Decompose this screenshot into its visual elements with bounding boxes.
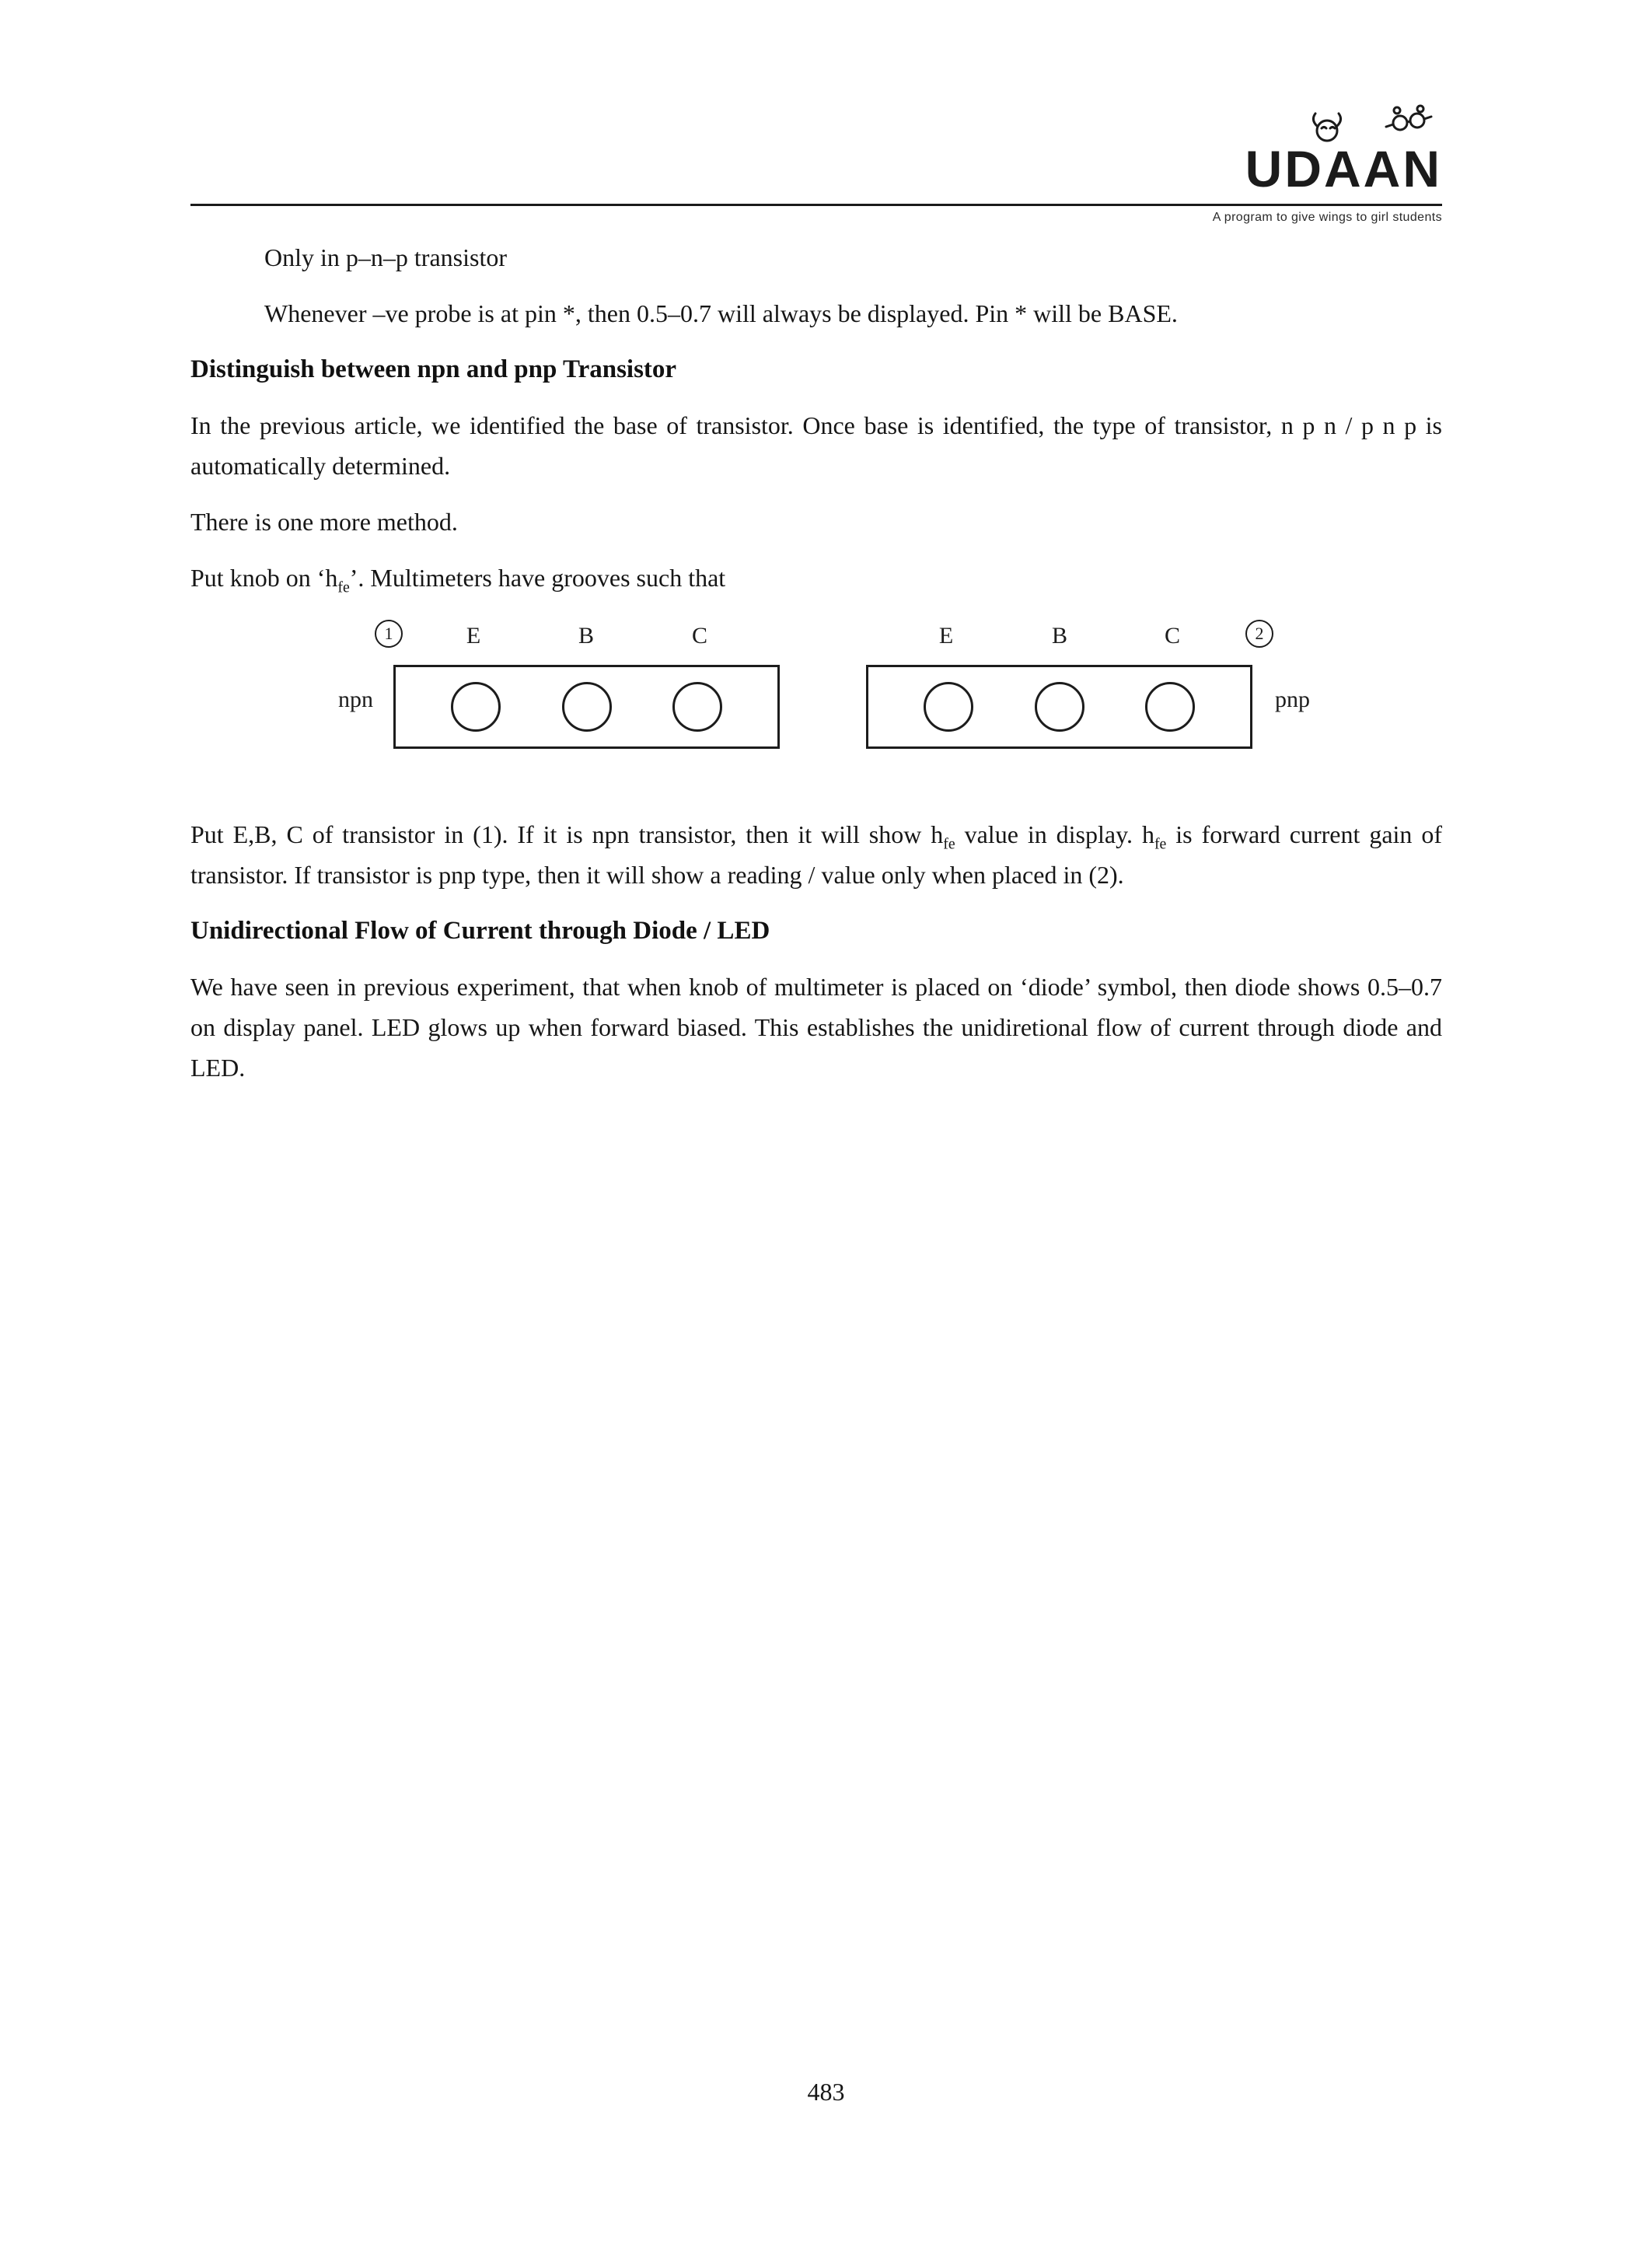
pin-label-b-right: B	[1051, 623, 1068, 649]
pin-socket	[562, 682, 612, 732]
heading-distinguish-npn-pnp: Distinguish between npn and pnp Transistor	[190, 355, 677, 383]
paragraph-previous-article: In the previous article, we identified the base of transistor. Once base is identified, the type of transistor, n p n / p n p is automatically determined.	[190, 411, 1442, 480]
paragraph-put-ebc	[190, 814, 1442, 895]
logo-row	[190, 117, 1442, 198]
pin-socket	[924, 682, 973, 732]
document-body	[190, 237, 1442, 1088]
pin-label-c-left: C	[691, 623, 708, 649]
logo-tagline: A program to give wings to girl students	[1212, 211, 1442, 224]
udaan-logo	[1245, 117, 1442, 198]
circled-marker-1: 1	[375, 620, 403, 648]
pin-socket	[672, 682, 722, 732]
ebc-text-3: is forward current gain of transistor. If transistor is pnp type, then it will show a reading / value only when placed in (2).	[190, 820, 1443, 889]
logo-text: UDAAN	[1245, 140, 1442, 198]
npn-groove-box	[393, 665, 780, 749]
circled-marker-2: 2	[1245, 620, 1273, 648]
npn-label: npn	[338, 687, 373, 712]
knob-subscript-fe: fe	[337, 579, 350, 596]
paragraph-put-knob	[190, 558, 1442, 598]
heading-unidirectional-flow: Unidirectional Flow of Current through Diode / LED	[190, 917, 770, 945]
paragraph-whenever-probe: Whenever –ve probe is at pin *, then 0.5–0.7 will always be displayed. Pin * will be BASE.	[264, 299, 1178, 327]
page-number: 483	[807, 2078, 845, 2106]
header-rule	[190, 204, 1442, 206]
pin-socket	[1145, 682, 1195, 732]
ebc-text-1: Put E,B, C of transistor in (1). If it is npn transistor, then it will show h	[190, 820, 944, 848]
knob-text-pre: Put knob on ‘h	[190, 564, 338, 592]
pnp-groove-box	[866, 665, 1252, 749]
pin-label-b-left: B	[578, 623, 595, 649]
page-header	[190, 117, 1442, 225]
knob-text-post: ’. Multimeters have grooves such that	[349, 564, 726, 592]
pin-socket	[1035, 682, 1084, 732]
paragraph-one-more-method: There is one more method.	[190, 508, 458, 536]
transistor-groove-diagram	[190, 618, 1442, 799]
pin-label-c-right: C	[1164, 623, 1181, 649]
ebc-text-2: value in display. h	[955, 820, 1154, 848]
pin-label-e-left: E	[466, 623, 481, 649]
paragraph-diode-led: We have seen in previous experiment, that when knob of multimeter is placed on ‘diode’ symbol, then diode shows 0.5–0.7 on display panel. LED glows up when forward biased. This establishes the unidiretional flow of current through diode and LED.	[190, 973, 1442, 1082]
pin-socket	[451, 682, 501, 732]
paragraph-only-in-pnp: Only in p–n–p transistor	[264, 243, 507, 271]
pin-label-e-right: E	[938, 623, 954, 649]
hfe-subscript-1: fe	[943, 835, 955, 853]
logo-girls-doodle-icon	[1301, 103, 1441, 148]
hfe-subscript-2: fe	[1154, 835, 1167, 853]
pnp-label: pnp	[1275, 687, 1310, 712]
document-page	[0, 117, 1652, 2255]
